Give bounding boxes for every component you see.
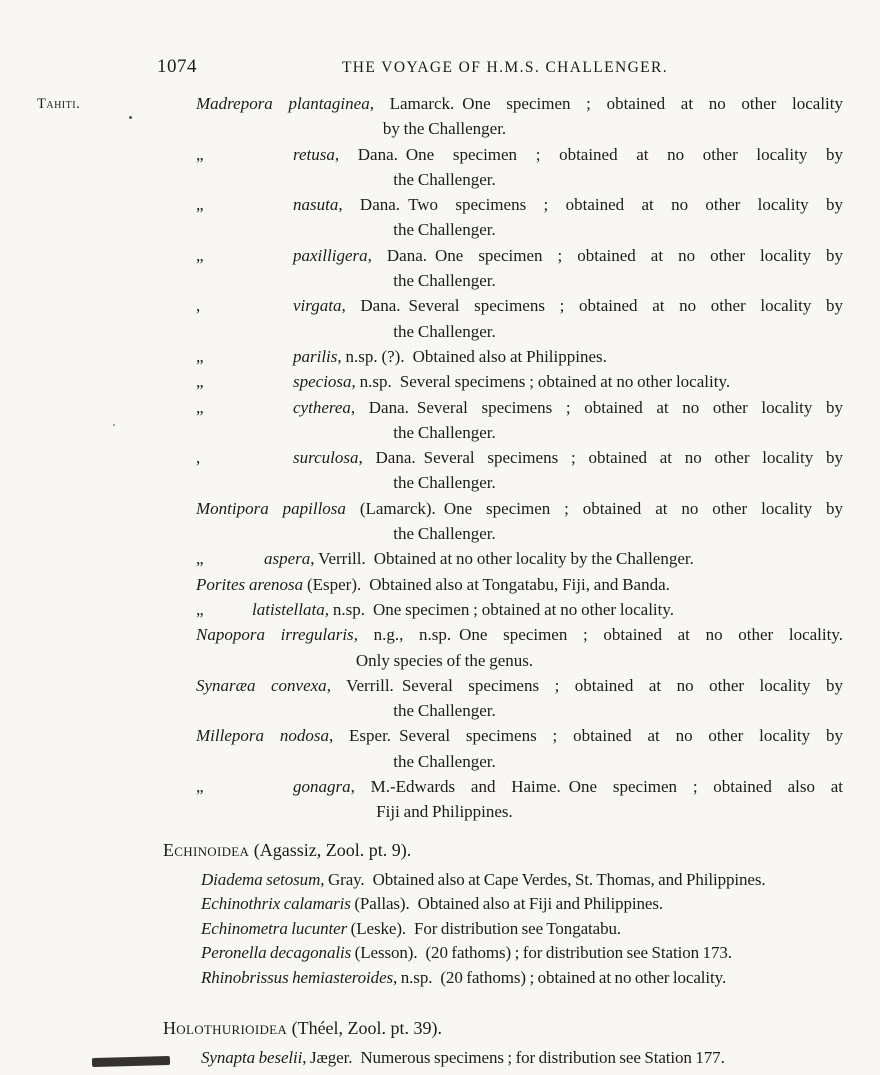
coral-species-list xyxy=(196,91,843,825)
taxon-authority: , Esper. xyxy=(328,726,392,746)
ditto-mark: „ xyxy=(196,195,204,215)
taxon-entry xyxy=(196,622,843,673)
taxon-authority: , Verrill. xyxy=(326,675,394,695)
taxon-authority: (Pallas). xyxy=(350,894,410,914)
taxon-name: virgata xyxy=(293,296,342,316)
specimen-note: Obtained also at Tongatabu, Fiji, and Banda. xyxy=(369,574,670,594)
taxon-entry-line xyxy=(196,445,843,470)
taxon-name: Napopora irregularis xyxy=(196,625,354,645)
taxon-entry xyxy=(196,395,843,446)
taxon-entry-line xyxy=(196,597,843,622)
section-heading-echinoidea xyxy=(163,840,863,861)
taxon-entry-line xyxy=(201,966,880,990)
taxon-authority: , Dana. xyxy=(350,397,409,417)
section-name: Echinoidea xyxy=(163,839,250,860)
taxon-entry-line xyxy=(196,622,843,647)
taxon-entry-line xyxy=(201,917,880,941)
taxon-authority: , Lamarck. xyxy=(369,94,455,113)
taxon-entry-line xyxy=(196,91,843,116)
taxon-entry xyxy=(196,723,843,774)
scan-speck xyxy=(129,116,132,119)
taxon-authority: , n.sp. xyxy=(393,967,433,987)
taxon-entry xyxy=(196,572,843,597)
entry-continuation-line: the Challenger. xyxy=(393,524,496,544)
entry-continuation-line: the Challenger. xyxy=(393,422,496,442)
specimen-note: One specimen ; obtained at no other locality by xyxy=(443,498,844,518)
entry-continuation-line: by the Challenger. xyxy=(382,119,507,139)
taxon-entry-line xyxy=(196,293,843,318)
taxon-entry-line xyxy=(196,723,843,748)
taxon-entry-line xyxy=(196,496,843,521)
specimen-note: One specimen ; obtained at no other locality by xyxy=(405,144,844,164)
specimen-note: Several specimens ; obtained at no other locality by xyxy=(399,726,843,746)
taxon-entry-line xyxy=(196,344,843,369)
page-number: 1074 xyxy=(157,56,197,77)
specimen-note: One specimen ; obtained at no other locality by xyxy=(434,245,843,265)
ditto-mark: „ xyxy=(196,599,204,619)
ditto-mark: „ xyxy=(196,372,204,392)
entry-continuation-line: Fiji and Philippines. xyxy=(376,802,513,822)
taxon-entry xyxy=(201,892,880,916)
holothurian-species-list xyxy=(201,1046,880,1070)
entry-continuation-line: the Challenger. xyxy=(393,701,496,721)
ditto-mark: „ xyxy=(196,245,204,265)
specimen-note: (20 fathoms) ; obtained at no other locality. xyxy=(440,967,727,987)
specimen-note: One specimen ; obtained at no other locality xyxy=(462,94,843,113)
taxon-authority: (Leske). xyxy=(347,918,407,938)
taxon-name: Peronella decagonalis xyxy=(201,943,352,963)
specimen-note: Several specimens ; obtained at no other locality by xyxy=(416,397,844,417)
entry-continuation-line: Only species of the genus. xyxy=(355,650,534,670)
taxon-authority: , n.sp. (?). xyxy=(337,346,405,366)
ditto-mark: „ xyxy=(196,346,204,366)
taxon-name: speciosa xyxy=(293,372,352,392)
taxon-name: Synapta beselii xyxy=(201,1048,303,1068)
taxon-name: Madrepora plantaginea xyxy=(196,94,370,113)
specimen-note: Several specimens ; obtained at no other locality by xyxy=(423,448,844,468)
section-heading-holothurioidea xyxy=(163,1018,863,1039)
specimen-note: Several specimens ; obtained at no other locality by xyxy=(408,296,844,316)
specimen-note: Several specimens ; obtained at no other locality. xyxy=(399,372,731,392)
taxon-authority: , n.sp. xyxy=(324,599,365,619)
entry-continuation-line: the Challenger. xyxy=(393,271,496,291)
specimen-note: One specimen ; obtained also at xyxy=(568,777,844,797)
taxon-authority: , n.g., n.sp. xyxy=(353,625,452,645)
taxon-entry xyxy=(201,966,880,990)
taxon-entry-line xyxy=(201,941,880,965)
taxon-entry xyxy=(196,673,843,724)
taxon-entry xyxy=(196,91,843,142)
scan-smudge xyxy=(92,1056,170,1067)
taxon-authority: , M.-Edwards and Haime. xyxy=(350,777,561,797)
taxon-name: Echinothrix calamaris xyxy=(201,894,351,914)
taxon-name: parilis xyxy=(293,346,338,366)
taxon-name: cytherea xyxy=(293,397,351,417)
taxon-name: aspera xyxy=(264,549,311,569)
taxon-name: retusa xyxy=(293,144,335,164)
taxon-entry-line xyxy=(201,892,880,916)
entry-continuation-line: the Challenger. xyxy=(393,169,496,189)
specimen-note: Obtained also at Fiji and Philippines. xyxy=(417,894,664,914)
taxon-authority: , Dana. xyxy=(338,195,401,215)
taxon-name: Porites arenosa xyxy=(196,574,304,594)
taxon-entry-line xyxy=(196,369,843,394)
entry-continuation-line: the Challenger. xyxy=(393,220,496,240)
taxon-name: Echinometra lucunter xyxy=(201,918,348,938)
taxon-authority: , Dana. xyxy=(367,245,427,265)
section-citation: (Agassiz, Zool. pt. 9). xyxy=(249,839,412,860)
page-body xyxy=(163,91,863,1071)
specimen-note: Numerous specimens ; for distribution see Station 177. xyxy=(360,1048,725,1068)
taxon-authority: , Dana. xyxy=(341,296,401,316)
taxon-name: gonagra xyxy=(293,777,351,797)
taxon-authority: , Gray. xyxy=(320,869,365,889)
specimen-note: One specimen ; obtained at no other locality. xyxy=(372,599,675,619)
taxon-entry-line xyxy=(196,142,843,167)
taxon-authority: , Dana. xyxy=(334,144,398,164)
taxon-entry xyxy=(196,546,843,571)
taxon-entry-line xyxy=(201,868,880,892)
taxon-authority: , Jæger. xyxy=(302,1048,353,1068)
entry-continuation-line: the Challenger. xyxy=(393,321,496,341)
specimen-note: Two specimens ; obtained at no other locality by xyxy=(408,195,844,215)
entry-continuation-line: the Challenger. xyxy=(393,473,496,493)
ditto-mark: „ xyxy=(196,549,204,569)
taxon-entry xyxy=(196,445,843,496)
taxon-authority: (Esper). xyxy=(303,574,362,594)
taxon-entry-line xyxy=(196,395,843,420)
echinoid-species-list xyxy=(201,868,880,991)
entry-continuation-line: the Challenger. xyxy=(393,751,496,771)
taxon-entry xyxy=(196,243,843,294)
scan-speck xyxy=(113,424,115,426)
ditto-mark: , xyxy=(196,448,201,468)
ditto-mark: „ xyxy=(196,777,204,797)
specimen-note: (20 fathoms) ; for distribution see Station 173. xyxy=(425,943,732,963)
taxon-entry xyxy=(196,496,843,547)
running-title: THE VOYAGE OF H.M.S. CHALLENGER. xyxy=(341,59,669,76)
taxon-entry xyxy=(196,142,843,193)
ditto-mark: , xyxy=(196,296,201,316)
taxon-entry xyxy=(201,941,880,965)
taxon-name: Diadema setosum xyxy=(201,869,321,889)
taxon-entry-line xyxy=(196,546,843,571)
taxon-entry xyxy=(196,369,843,394)
taxon-entry xyxy=(201,868,880,892)
specimen-note: One specimen ; obtained at no other locality. xyxy=(459,625,843,645)
taxon-entry-line xyxy=(196,572,843,597)
taxon-entry xyxy=(201,917,880,941)
taxon-authority: , Dana. xyxy=(358,448,416,468)
taxon-entry xyxy=(196,344,843,369)
taxon-entry xyxy=(196,192,843,243)
section-name: Holothurioidea xyxy=(163,1018,288,1039)
specimen-note: Obtained also at Philippines. xyxy=(412,346,607,366)
taxon-entry-line xyxy=(201,1046,880,1070)
margin-note-locality: Tahiti. xyxy=(37,96,81,112)
taxon-entry-line xyxy=(196,774,843,799)
specimen-note: Obtained at no other locality by the Challenger. xyxy=(373,549,694,569)
section-citation: (Théel, Zool. pt. 39). xyxy=(287,1018,443,1039)
taxon-name: Montipora papillosa xyxy=(196,498,346,518)
taxon-entry-line xyxy=(196,673,843,698)
taxon-entry xyxy=(196,293,843,344)
taxon-entry xyxy=(201,1046,880,1070)
taxon-name: Rhinobrissus hemiasteroides xyxy=(201,967,394,987)
taxon-name: paxilligera xyxy=(293,245,368,265)
taxon-name: surculosa xyxy=(293,448,359,468)
specimen-note: For distribution see Tongatabu. xyxy=(414,918,622,938)
taxon-name: Millepora nodosa xyxy=(196,726,329,746)
taxon-entry-line xyxy=(196,243,843,268)
taxon-authority: (Lamarck). xyxy=(345,498,436,518)
taxon-authority: , n.sp. xyxy=(351,372,392,392)
taxon-authority: (Lesson). xyxy=(351,943,418,963)
taxon-entry xyxy=(196,597,843,622)
ditto-mark: „ xyxy=(196,144,204,164)
taxon-entry-line xyxy=(196,192,843,217)
specimen-note: Obtained also at Cape Verdes, St. Thomas, and Philippines. xyxy=(372,869,766,889)
taxon-entry xyxy=(196,774,843,825)
specimen-note: Several specimens ; obtained at no other locality by xyxy=(401,675,843,695)
taxon-name: nasuta xyxy=(293,195,339,215)
taxon-name: Synaræa convexa xyxy=(196,675,327,695)
taxon-authority: , Verrill. xyxy=(310,549,366,569)
taxon-name: latistellata xyxy=(252,599,325,619)
ditto-mark: „ xyxy=(196,397,204,417)
